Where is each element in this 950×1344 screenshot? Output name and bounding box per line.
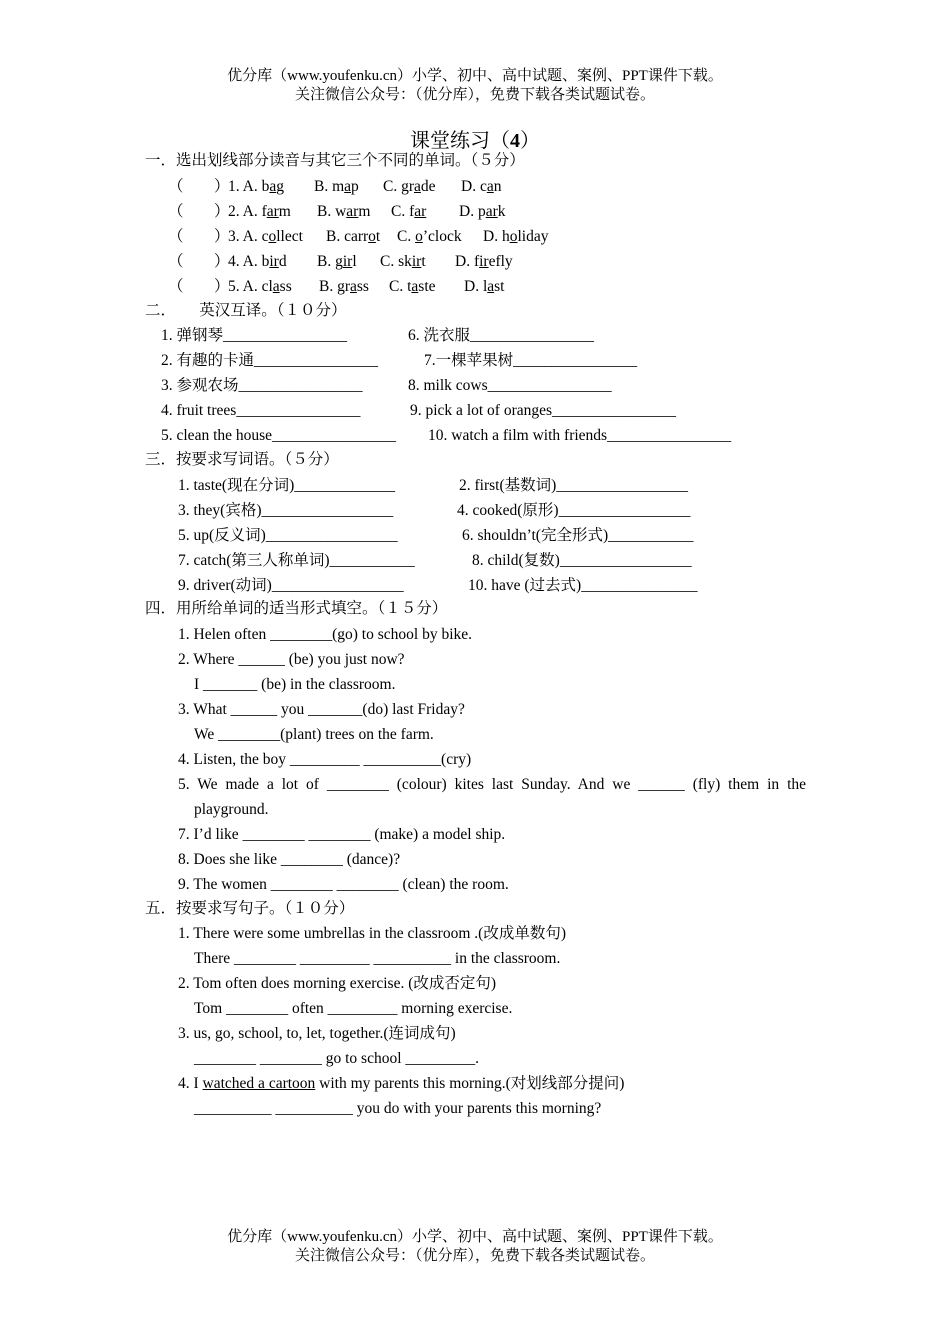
s3-item-5: 5. up(反义词)_________________	[178, 527, 398, 544]
phonics-option: B. girl	[317, 253, 357, 270]
answer-paren: （ ）	[168, 228, 230, 245]
s5-line: 2. Tom often does morning exercise. (改成否定句)	[178, 975, 497, 992]
phonics-option: B. warm	[317, 203, 371, 220]
phonics-option: C. taste	[389, 278, 436, 295]
s3-item-9: 9. driver(动词)_________________	[178, 577, 404, 594]
phonics-option: C. grade	[383, 178, 436, 195]
s2-item-4: 4. fruit trees________________	[161, 402, 361, 419]
s4-line: 9. The women ________ ________ (clean) the room.	[178, 876, 509, 893]
s5-line: __________ __________ you do with your parents this morning?	[194, 1100, 602, 1117]
s5-line: 1. There were some umbrellas in the classroom .(改成单数句)	[178, 925, 566, 942]
underlined-letters: o	[509, 228, 518, 245]
s3-item-3: 3. they(宾格)_________________	[178, 502, 394, 519]
phonics-option: B. grass	[319, 278, 369, 295]
s4-line: 3. What ______ you _______(do) last Friday?	[178, 701, 465, 718]
section-5-heading: 五．按要求写句子。（１０分）	[145, 900, 355, 917]
phonics-option: D. firefly	[455, 253, 513, 270]
underlined-phrase: watched a cartoon	[202, 1075, 316, 1092]
s5-question-4: 4. I watched a cartoon with my parents this morning.(对划线部分提问)	[178, 1075, 625, 1092]
s4-line: 4. Listen, the boy _________ __________(cry)	[178, 751, 472, 768]
underlined-letters: o	[268, 228, 277, 245]
underlined-letters: o	[368, 228, 376, 245]
underlined-letters: a	[414, 178, 421, 195]
underlined-letters: ar	[414, 203, 427, 220]
phonics-option: D. can	[461, 178, 502, 195]
underlined-letters: a	[344, 178, 352, 195]
phonics-option: D. holiday	[483, 228, 549, 245]
answer-paren: （ ）	[168, 278, 230, 295]
s2-item-6: 6. 洗衣服________________	[408, 327, 595, 344]
s2-item-7: 7.一棵苹果树________________	[424, 352, 638, 369]
phonics-option: C. o’clock	[397, 228, 462, 245]
underlined-letters: ir	[269, 253, 279, 270]
s5-line: There ________ _________ __________ in the classroom.	[194, 950, 561, 967]
underlined-letters: ar	[266, 203, 279, 220]
s2-item-5: 5. clean the house________________	[161, 427, 397, 444]
s5-line: Tom ________ often _________ morning exercise.	[194, 1000, 513, 1017]
s3-item-1: 1. taste(现在分词)_____________	[178, 477, 395, 494]
s2-item-3: 3. 参观农场________________	[161, 377, 363, 394]
s3-item-7: 7. catch(第三人称单词)___________	[178, 552, 415, 569]
underlined-letters: a	[487, 278, 495, 295]
phonics-option: D. park	[459, 203, 506, 220]
answer-paren: （ ）	[168, 253, 230, 270]
phonics-option: 5. A. class	[228, 278, 292, 295]
underlined-letters: ar	[485, 203, 498, 220]
s2-item-2: 2. 有趣的卡通________________	[161, 352, 379, 369]
s4-line: 5. We made a lot of ________ (colour) kites last Sunday. And we ______ (fly) them in the	[178, 776, 806, 793]
phonics-option: D. last	[464, 278, 505, 295]
phonics-option: 2. A. farm	[228, 203, 291, 220]
underlined-letters: a	[350, 278, 357, 295]
phonics-option: 1. A. bag	[228, 178, 284, 195]
header-line-2: 关注微信公众号：（优分库），免费下载各类试题试卷。	[294, 87, 655, 103]
phonics-option: B. carrot	[326, 228, 381, 245]
s2-item-1: 1. 弹钢琴________________	[161, 327, 348, 344]
phonics-option: C. far	[391, 203, 427, 220]
underlined-letters: a	[272, 278, 280, 295]
phonics-option: 3. A. collect	[228, 228, 303, 245]
underlined-letters: ir	[479, 253, 489, 270]
s3-item-10: 10. have (过去式)_______________	[468, 577, 698, 594]
s3-item-8: 8. child(复数)_________________	[472, 552, 692, 569]
underlined-letters: ar	[346, 203, 359, 220]
section-1-heading: 一．选出划线部分读音与其它三个不同的单词。（５分）	[145, 152, 525, 169]
s4-line: I _______ (be) in the classroom.	[194, 676, 396, 693]
underlined-letters: a	[486, 178, 494, 195]
underlined-letters: a	[411, 278, 419, 295]
phonics-option: 4. A. bird	[228, 253, 287, 270]
answer-paren: （ ）	[168, 203, 230, 220]
section-2-heading: 二． 英汉互译。（１０分）	[145, 302, 347, 319]
phonics-option: C. skirt	[380, 253, 426, 270]
underlined-letters: a	[269, 178, 277, 195]
s4-line: We ________(plant) trees on the farm.	[194, 726, 434, 743]
phonics-option: B. map	[314, 178, 359, 195]
s4-line: 8. Does she like ________ (dance)?	[178, 851, 401, 868]
s2-item-9: 9. pick a lot of oranges________________	[410, 402, 677, 419]
underlined-letters: ir	[342, 253, 353, 270]
answer-paren: （ ）	[168, 178, 230, 195]
s4-line: 1. Helen often ________(go) to school by bike.	[178, 626, 473, 643]
underlined-letters: o	[415, 228, 423, 245]
footer-line-1: 优分库（www.youfenku.cn）小学、初中、高中试题、案例、PPT课件下载。	[227, 1229, 723, 1245]
section-4-heading: 四．用所给单词的适当形式填空。（１５分）	[145, 600, 448, 617]
page-title: 课堂练习（4）	[410, 130, 540, 152]
s4-line: 2. Where ______ (be) you just now?	[178, 651, 405, 668]
header-line-1: 优分库（www.youfenku.cn）小学、初中、高中试题、案例、PPT课件下载。	[227, 68, 723, 84]
s5-line: ________ ________ go to school _________.	[194, 1050, 480, 1067]
s2-item-8: 8. milk cows________________	[408, 377, 612, 394]
s2-item-10: 10. watch a film with friends________________	[428, 427, 732, 444]
s3-item-4: 4. cooked(原形)_________________	[457, 502, 691, 519]
s5-line: 3. us, go, school, to, let, together.(连词成句)	[178, 1025, 456, 1042]
s3-item-6: 6. shouldn’t(完全形式)___________	[462, 527, 694, 544]
s3-item-2: 2. first(基数词)_________________	[459, 477, 689, 494]
underlined-letters: ir	[411, 253, 422, 270]
footer-line-2: 关注微信公众号：（优分库），免费下载各类试题试卷。	[294, 1248, 655, 1264]
section-3-heading: 三．按要求写词语。（５分）	[145, 451, 339, 468]
s4-line: playground.	[194, 801, 269, 818]
s4-line: 7. I’d like ________ ________ (make) a model ship.	[178, 826, 506, 843]
